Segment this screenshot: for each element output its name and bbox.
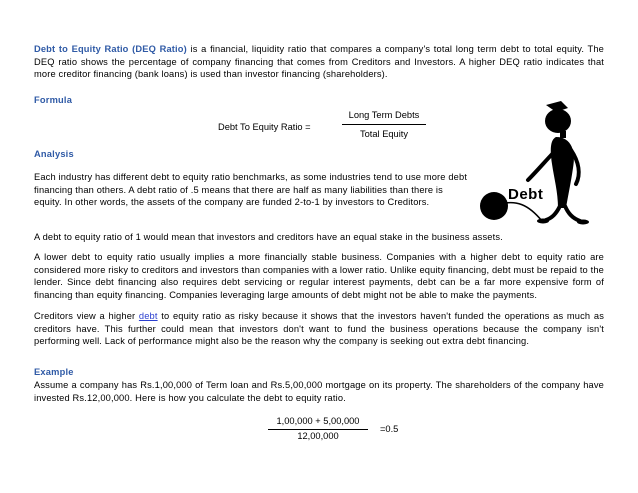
debt-figure-illustration bbox=[476, 100, 616, 228]
formula-label: Debt To Equity Ratio = bbox=[218, 122, 311, 132]
example-heading: Example bbox=[34, 367, 74, 377]
analysis-paragraph-3: A lower debt to equity ratio usually implies a more financially stable business. Companies with a higher debt to equity ratio are considered more risky to creditors and investors than companies with a lower ratio. Unlike equity financing, debt must be repaid to the lender. Since debt financing also requires debt servicing or regular interest payments, debt can be a far more expensive form of financing than equity financing. Companies leveraging large amounts of debt might not be able to make the payments. bbox=[34, 252, 604, 300]
analysis-paragraph-1: Each industry has different debt to equity ratio benchmarks, as some industries tend to use more debt financing than others. A debt ratio of .5 means that there are half as many liabilities than there is equity. In other words, the assets of the company are funded 2-to-1 by investors to Creditors. bbox=[34, 172, 468, 208]
example-denominator: 12,00,000 bbox=[297, 431, 339, 441]
p4-before: Creditors view a higher bbox=[34, 311, 139, 321]
formula-denominator: Total Equity bbox=[359, 129, 409, 139]
intro-text: is a financial, liquidity ratio that compares a company's total long term debt to total equity. The DEQ ratio shows the percentage of company financing that comes from Creditors and Investors. A higher DEQ ratio indicates that more creditor financing (bank loans) is used than investor financing (shareholders). bbox=[34, 44, 604, 80]
formula-heading: Formula bbox=[34, 95, 73, 105]
formula-numerator: Long Term Debts bbox=[348, 110, 420, 120]
stick-figure-svg bbox=[476, 100, 616, 228]
example-paragraph: Assume a company has Rs.1,00,000 of Term loan and Rs.5,00,000 mortgage on its property. The shareholders of the company have invested Rs.12,00,000. Here is how you calculate the debt to equity ratio. bbox=[34, 380, 604, 403]
left-leg bbox=[546, 206, 560, 220]
right-foot bbox=[577, 220, 589, 225]
head-shape bbox=[545, 109, 571, 133]
torso-shape bbox=[551, 137, 574, 208]
example-numerator: 1,00,000 + 5,00,000 bbox=[276, 416, 360, 426]
example-fraction-line bbox=[268, 429, 368, 430]
intro-paragraph bbox=[34, 43, 604, 81]
analysis-paragraph-2: A debt to equity ratio of 1 would mean that investors and creditors have an equal stake in the business assets. bbox=[34, 232, 503, 242]
debt-ball-shape bbox=[480, 192, 508, 220]
p4-after: to equity ratio as risky because it shows that the investors haven't funded the operations as much as creditors have. This further could mean that investors don't want to fund the business operations because the company isn't performing well. Lack of performance might also be the reason why the company is seeking out extra debt financing. bbox=[34, 311, 604, 347]
analysis-heading: Analysis bbox=[34, 149, 74, 159]
debt-link[interactable]: debt bbox=[138, 311, 158, 321]
neck-shape bbox=[560, 131, 566, 138]
example-result: =0.5 bbox=[380, 424, 399, 434]
debt-ball-label: Debt bbox=[508, 186, 544, 203]
analysis-paragraph-4 bbox=[34, 310, 604, 348]
formula-fraction-line bbox=[342, 124, 426, 125]
left-foot bbox=[537, 219, 549, 224]
right-leg bbox=[565, 206, 580, 221]
intro-term: Debt to Equity Ratio (DEQ Ratio) bbox=[34, 44, 187, 54]
